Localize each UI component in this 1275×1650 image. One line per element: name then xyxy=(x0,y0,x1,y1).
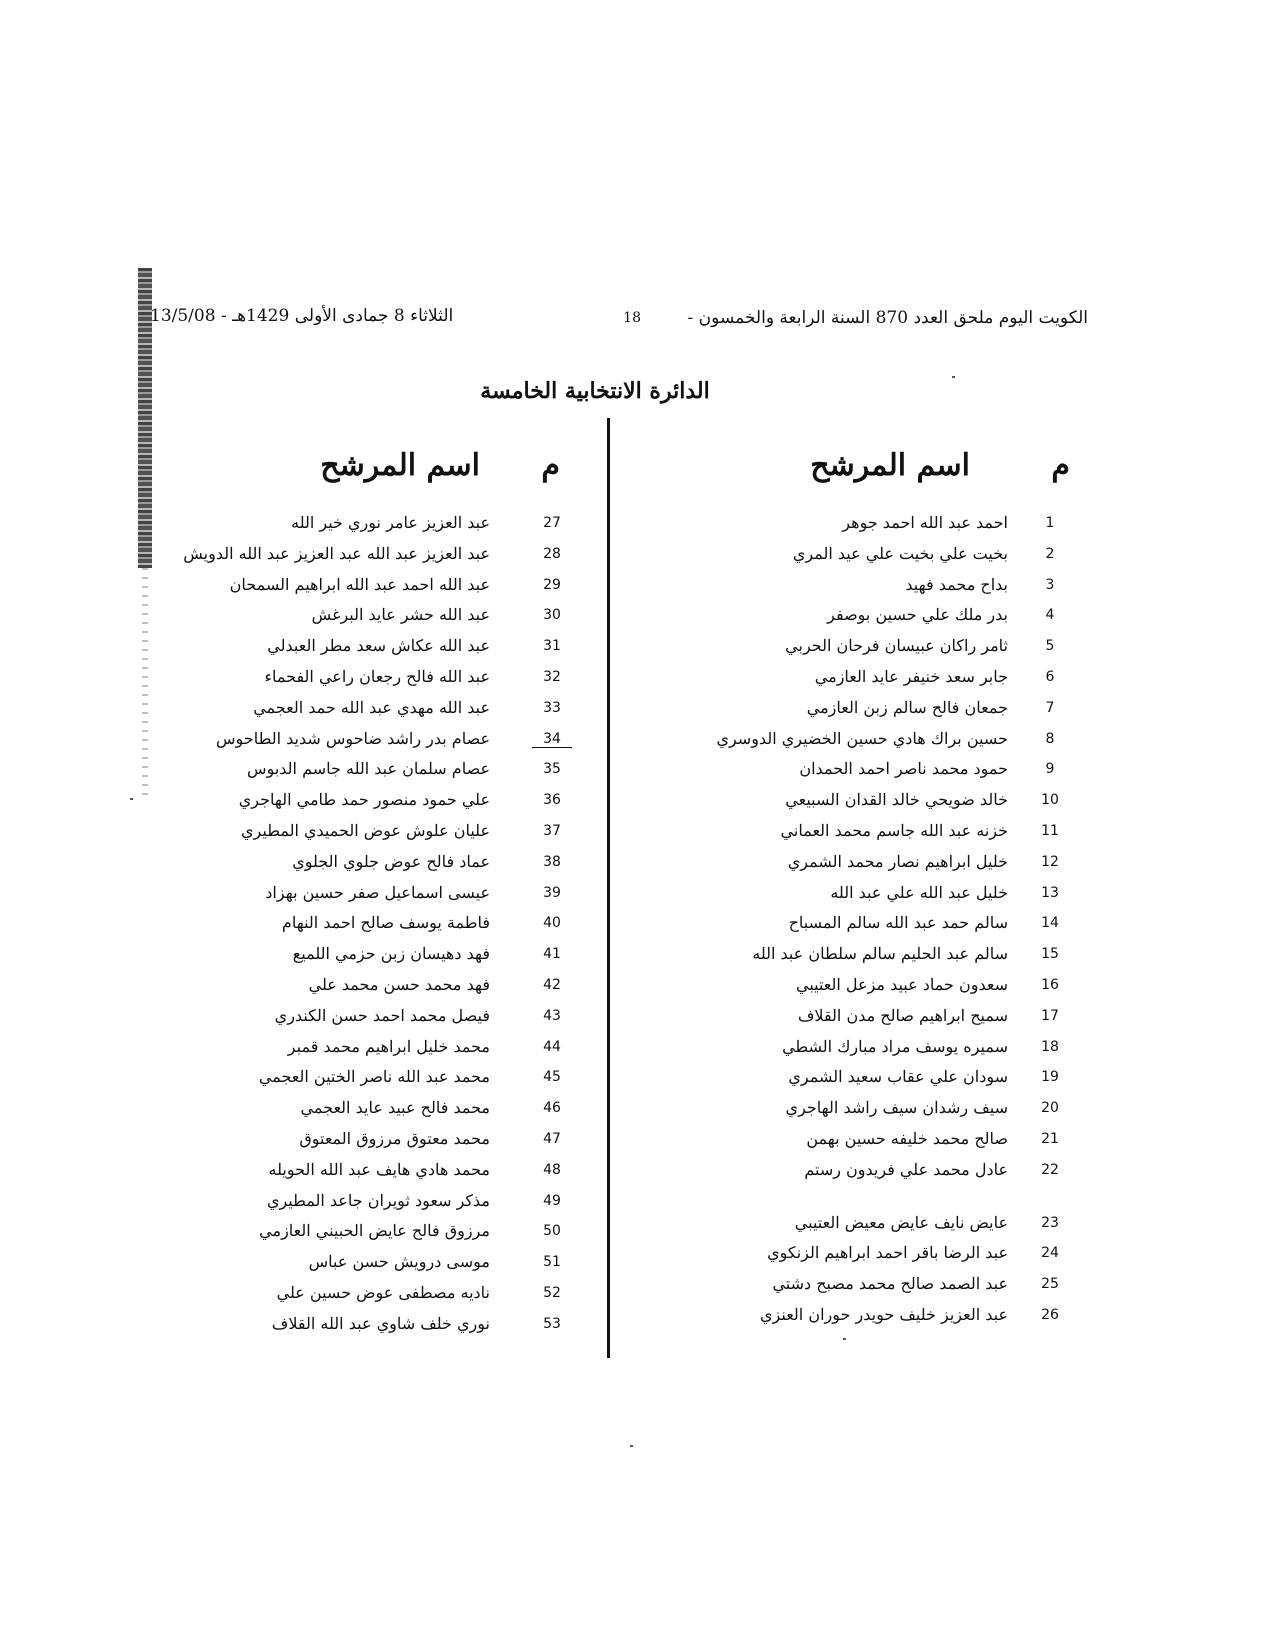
candidate-number: 26 xyxy=(1041,1306,1059,1323)
candidate-row xyxy=(150,1034,590,1065)
candidate-name: عبد الله فالح رجعان راعي الفحماء xyxy=(264,666,490,686)
candidate-name: محمد هادي هايف عبد الله الحويله xyxy=(268,1159,490,1179)
number-column-header: م xyxy=(541,448,560,483)
issue-date: الثلاثاء 8 جمادى الأولى 1429هـ - 13/5/08 xyxy=(150,306,454,326)
candidate-row xyxy=(700,787,1070,818)
candidate-row xyxy=(700,1126,1070,1157)
candidate-name: سودان علي عقاب سعيد الشمري xyxy=(788,1067,1008,1087)
candidate-name: عبد العزيز خليف حويدر حوران العنزي xyxy=(760,1304,1008,1324)
candidate-name: خزنه عبد الله جاسم محمد العماني xyxy=(780,820,1008,840)
candidate-row xyxy=(150,756,590,787)
candidate-name: سالم حمد عبد الله سالم المسباح xyxy=(788,913,1008,933)
candidate-row xyxy=(150,972,590,1003)
candidate-name: صالح محمد خليفه حسين بهمن xyxy=(806,1128,1008,1148)
candidate-row xyxy=(700,726,1070,757)
candidate-name: محمد فالح عبيد عايد العجمي xyxy=(300,1098,490,1118)
candidate-row xyxy=(700,1034,1070,1065)
candidate-number: 16 xyxy=(1041,976,1059,993)
candidate-row xyxy=(700,541,1070,572)
candidate-number: 49 xyxy=(543,1192,561,1209)
scan-speck xyxy=(952,376,955,378)
candidate-name: بدر ملك علي حسين بوصفر xyxy=(827,605,1008,625)
candidate-number: 45 xyxy=(543,1069,561,1086)
candidate-number: 27 xyxy=(543,515,561,531)
candidate-number: 3 xyxy=(1045,576,1055,593)
scan-edge-artifact-faint xyxy=(142,568,148,798)
candidate-name: فاطمة يوسف صالح احمد النهام xyxy=(281,913,490,933)
candidate-name: علي حمود منصور حمد طامي الهاجري xyxy=(238,790,490,810)
candidate-list-continued xyxy=(700,1210,1070,1333)
candidate-number: 9 xyxy=(1045,761,1055,778)
candidate-name: عبد الله عكاش سعد مطر العبدلي xyxy=(267,636,490,656)
candidate-name: ثامر راكان عبيسان فرحان الحربي xyxy=(785,636,1008,656)
candidate-row xyxy=(700,633,1070,664)
candidate-name: عايض نايف عايض معيض العتيبي xyxy=(794,1212,1008,1232)
candidate-row xyxy=(150,818,590,849)
candidate-name: سيف رشدان سيف راشد الهاجري xyxy=(785,1098,1008,1118)
column-divider xyxy=(607,418,610,1358)
candidate-name: جمعان فالح سالم زبن العازمي xyxy=(806,697,1008,717)
candidate-row xyxy=(150,1311,590,1342)
list-gap xyxy=(700,1188,1070,1210)
candidate-number: 42 xyxy=(543,976,561,993)
candidate-name: عليان علوش عوض الحميدي المطيري xyxy=(241,820,490,840)
page-number: 18 xyxy=(623,310,641,326)
candidate-name: احمد عبد الله احمد جوهر xyxy=(842,513,1008,532)
candidate-number: 34 xyxy=(532,731,572,748)
candidate-number: 8 xyxy=(1045,730,1055,747)
candidate-row xyxy=(700,1240,1070,1271)
number-column-header: م xyxy=(1051,448,1070,483)
candidate-number: 23 xyxy=(1041,1214,1059,1231)
candidate-row xyxy=(700,1095,1070,1126)
candidate-row xyxy=(700,910,1070,941)
candidate-name: مرزوق فالح عايض الحبيني العازمي xyxy=(259,1221,490,1241)
candidate-number: 29 xyxy=(543,576,561,593)
candidate-row xyxy=(700,849,1070,880)
candidate-name: عبد العزيز عبد الله عبد العزيز عبد الله الدويش xyxy=(183,543,490,563)
candidate-row xyxy=(150,787,590,818)
candidate-row xyxy=(700,1157,1070,1188)
candidate-row xyxy=(150,1157,590,1188)
column-header xyxy=(700,440,1070,510)
candidate-number: 19 xyxy=(1041,1069,1059,1086)
candidate-row xyxy=(700,1210,1070,1241)
candidate-list xyxy=(150,510,590,1342)
candidate-number: 44 xyxy=(543,1038,561,1055)
candidate-name: محمد معتوق مرزوق المعتوق xyxy=(299,1128,490,1148)
candidate-row xyxy=(150,1188,590,1219)
candidate-row xyxy=(150,602,590,633)
candidate-number: 17 xyxy=(1041,1007,1059,1024)
scan-speck xyxy=(130,798,133,800)
candidate-number: 10 xyxy=(1041,792,1059,809)
candidate-name: سميح ابراهيم صالح مدن القلاف xyxy=(797,1005,1008,1025)
candidate-number: 30 xyxy=(543,607,561,624)
candidate-row xyxy=(700,756,1070,787)
candidate-number: 33 xyxy=(543,699,561,716)
candidate-number: 7 xyxy=(1045,699,1055,716)
candidate-name: فهد محمد حسن محمد علي xyxy=(308,974,490,994)
candidate-list xyxy=(700,510,1070,1188)
candidate-name: جابر سعد خنيفر عايد العازمي xyxy=(814,666,1008,686)
candidate-row xyxy=(150,910,590,941)
candidate-row xyxy=(150,664,590,695)
candidate-row xyxy=(700,695,1070,726)
candidate-name: عماد فالح عوض جلوي الجلوي xyxy=(292,851,490,871)
candidate-number: 46 xyxy=(543,1100,561,1117)
candidate-number: 53 xyxy=(543,1315,561,1332)
candidate-number: 1 xyxy=(1045,515,1055,531)
candidate-number: 21 xyxy=(1041,1130,1059,1147)
candidate-row xyxy=(150,510,590,541)
candidate-row xyxy=(700,880,1070,911)
candidate-row xyxy=(150,695,590,726)
candidate-row xyxy=(700,1271,1070,1302)
candidate-number: 24 xyxy=(1041,1245,1059,1262)
candidate-number: 52 xyxy=(543,1284,561,1301)
candidate-name: خليل عبد الله علي عبد الله xyxy=(830,882,1008,902)
candidate-name: عيسى اسماعيل صفر حسين بهزاد xyxy=(265,882,490,902)
candidate-number: 5 xyxy=(1045,638,1055,655)
candidate-number: 51 xyxy=(543,1254,561,1271)
candidate-name: بخيت علي بخيت علي عيد المري xyxy=(792,543,1008,563)
candidate-name: بداح محمد فهيد xyxy=(905,574,1008,594)
candidate-name: عبد الله حشر عايد البرغش xyxy=(311,605,490,625)
candidate-row xyxy=(150,1249,590,1280)
candidate-name: ناديه مصطفى عوض حسين علي xyxy=(276,1282,490,1302)
candidate-number: 39 xyxy=(543,884,561,901)
gazette-issue-info: الكويت اليوم ملحق العدد 870 السنة الرابعة والخمسون - xyxy=(687,308,1088,328)
candidate-name: عصام سلمان عبد الله جاسم الدبوس xyxy=(247,759,490,779)
candidate-number: 25 xyxy=(1041,1276,1059,1293)
candidate-number: 31 xyxy=(543,638,561,655)
candidate-name: خالد ضويحي خالد القدان السبيعي xyxy=(785,790,1008,810)
candidate-number: 18 xyxy=(1041,1038,1059,1055)
candidate-row xyxy=(150,880,590,911)
candidate-row xyxy=(150,541,590,572)
candidate-number: 36 xyxy=(543,792,561,809)
candidate-row xyxy=(700,664,1070,695)
candidate-row xyxy=(150,849,590,880)
candidate-name: عبد الصمد صالح محمد مصبح دشتي xyxy=(772,1274,1008,1294)
candidate-name: محمد عبد الله ناصر الختين العجمي xyxy=(258,1067,490,1087)
candidate-row xyxy=(700,572,1070,603)
candidate-name: مذكر سعود ثويران جاعد المطيري xyxy=(266,1190,490,1210)
scan-speck xyxy=(843,1338,846,1340)
name-column-header: اسم المرشح xyxy=(810,448,970,483)
candidate-name: موسى درويش حسن عباس xyxy=(308,1252,490,1272)
candidate-number: 37 xyxy=(543,822,561,839)
candidate-number: 48 xyxy=(543,1161,561,1178)
candidate-row xyxy=(150,1126,590,1157)
candidate-row xyxy=(700,818,1070,849)
candidate-number: 47 xyxy=(543,1130,561,1147)
candidate-row xyxy=(150,572,590,603)
candidate-row xyxy=(150,726,590,757)
section-title: الدائرة الانتخابية الخامسة xyxy=(480,378,710,404)
candidate-number: 6 xyxy=(1045,668,1055,685)
candidate-name: عبد الله مهدي عبد الله حمد العجمي xyxy=(253,697,490,717)
candidates-column-left xyxy=(150,440,590,1342)
candidate-name: عبد الرضا باقر احمد ابراهيم الزنكوي xyxy=(767,1243,1008,1263)
candidate-number: 43 xyxy=(543,1007,561,1024)
candidate-row xyxy=(700,1003,1070,1034)
candidate-name: عبد العزيز عامر نوري خير الله xyxy=(291,513,490,532)
candidate-name: حمود محمد ناصر احمد الحمدان xyxy=(799,759,1008,779)
candidate-name: عبد الله احمد عبد الله ابراهيم السمحان xyxy=(229,574,490,594)
candidate-name: فيصل محمد احمد حسن الكندري xyxy=(274,1005,490,1025)
candidate-row xyxy=(700,510,1070,541)
candidate-row xyxy=(150,1095,590,1126)
candidate-row xyxy=(150,1064,590,1095)
candidate-row xyxy=(700,1064,1070,1095)
scan-speck xyxy=(630,1445,633,1447)
candidate-name: سميره يوسف مراد مبارك الشطي xyxy=(782,1036,1008,1056)
candidate-row xyxy=(700,941,1070,972)
candidate-number: 28 xyxy=(543,545,561,562)
candidate-number: 32 xyxy=(543,668,561,685)
candidate-name: عصام بدر راشد ضاحوس شديد الطاحوس xyxy=(216,728,490,748)
candidate-number: 2 xyxy=(1045,545,1055,562)
candidate-number: 20 xyxy=(1041,1100,1059,1117)
name-column-header: اسم المرشح xyxy=(320,448,480,483)
candidate-number: 4 xyxy=(1045,607,1055,624)
candidate-number: 38 xyxy=(543,853,561,870)
column-header xyxy=(150,440,590,510)
candidate-row xyxy=(150,1218,590,1249)
candidate-name: فهد دهيسان زبن حزمي اللميع xyxy=(292,944,490,964)
candidate-row xyxy=(700,602,1070,633)
page-header xyxy=(150,302,1088,336)
candidate-number: 41 xyxy=(543,946,561,963)
candidate-number: 12 xyxy=(1041,853,1059,870)
candidate-row xyxy=(700,1302,1070,1333)
candidate-number: 35 xyxy=(543,761,561,778)
candidate-row xyxy=(700,972,1070,1003)
candidate-row xyxy=(150,1003,590,1034)
candidate-row xyxy=(150,1280,590,1311)
candidate-row xyxy=(150,633,590,664)
candidate-name: سالم عبد الحليم سالم سلطان عبد الله xyxy=(752,944,1008,964)
candidate-number: 40 xyxy=(543,915,561,932)
candidate-number: 22 xyxy=(1041,1161,1059,1178)
candidate-number: 14 xyxy=(1041,915,1059,932)
candidate-name: حسين براك هادي حسين الخضيري الدوسري xyxy=(716,728,1008,748)
candidate-name: عادل محمد علي فريدون رستم xyxy=(804,1159,1008,1179)
candidates-column-right xyxy=(700,440,1070,1333)
candidate-row xyxy=(150,941,590,972)
candidate-name: نوري خلف شاوي عبد الله القلاف xyxy=(271,1313,490,1333)
candidate-number: 50 xyxy=(543,1223,561,1240)
candidate-name: محمد خليل ابراهيم محمد قمبر xyxy=(287,1036,490,1056)
candidate-number: 13 xyxy=(1041,884,1059,901)
candidate-number: 11 xyxy=(1041,822,1059,839)
candidate-name: خليل ابراهيم نصار محمد الشمري xyxy=(787,851,1008,871)
candidate-number: 15 xyxy=(1041,946,1059,963)
candidate-name: سعدون حماد عبيد مزعل العتيبي xyxy=(795,974,1008,994)
